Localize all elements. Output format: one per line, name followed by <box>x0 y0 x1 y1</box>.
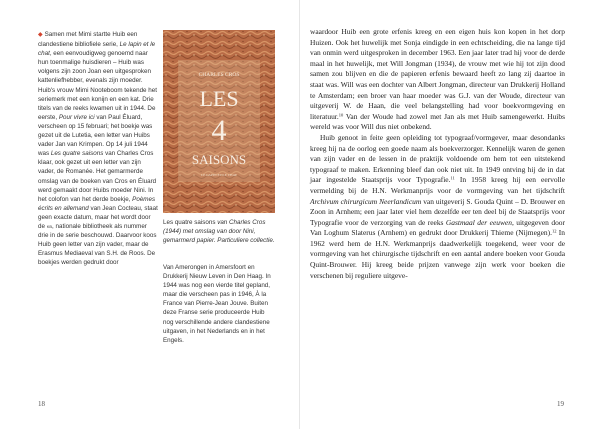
footnote-ref: 12 <box>551 228 557 234</box>
left-page <box>0 0 299 429</box>
text-run: In 1958 kreeg hij een eervolle vermelding bij de H.N. Werkmanprijs voor de vormgeving van het tijdschrift <box>310 175 565 195</box>
text-run: van uitgeverij S. Gouda Quint – D. Brouwer en Zoon in Arnhem; een jaar later viel hem dezelfde eer ten deel bij de Staatsprijs voor Typografie voor de verzorging van de reeks <box>310 196 565 227</box>
page-number-left: 18 <box>38 400 45 408</box>
text-run: In 1962 werd hem de H.N. Werkmanprijs daadwerkelijk toegekend, weer voor de vormgeving van het chirurgische tijdschrift en een aantal andere boeken voor Gouda Quint-Brouwer. Hij kreeg beide prijzen vanwege zijn werk voor boeken die verschenen bij reguliere uitgeve- <box>310 228 565 280</box>
cover-author: CHARLES CROS <box>198 72 240 78</box>
sidebar-text <box>38 31 158 266</box>
sidebar-note <box>38 30 158 267</box>
main-text-column <box>310 27 565 281</box>
italic-text: Poèmes écrits en allemand <box>38 195 156 212</box>
cover-title-top: LES <box>199 86 239 111</box>
paragraph-1 <box>310 27 565 133</box>
text-run: , nationale bibliotheek als nummer drie in de serie beschouwd. Daarvoor koos Huib geen letter van zijn vader, maar de Erasmus Mediaeval van S.H. de Roos. De boekjes werden gedrukt door <box>38 222 157 267</box>
footnote-ref: 10 <box>338 112 344 118</box>
sidebar-paragraph <box>38 30 158 267</box>
text-run: van Paul Éluard, verscheen op 15 februari; het boekje was gezet uit de Lutetia, een letter van Huibs vader Jan van Krimpen. Op 14 juli 1944 was <box>38 113 153 158</box>
text-run: Huib genoot in feite geen opleiding tot typograaf/vormgever, maar desondanks kreeg hij na de oorlog een goede naam als boekverzorger. Kennelijk waren de genen van zijn vader en de lessen in de praktijk voldoende om hem tot een uitstekend typograaf te maken. Erkenning bleef dan ook niet uit. In 1949 ontving hij de in dat jaar ingestelde Staatsprijs voor Typografie. <box>310 132 565 185</box>
text-run: Les quatre saisons <box>163 219 216 226</box>
small-caps-text: kb <box>46 222 53 230</box>
italic-text: Archivum chirurgicum Neerlandicum <box>310 196 422 206</box>
italic-text: Gastmaal der eeuwen <box>445 217 512 227</box>
sidebar-continuation: Van Amerongen in Amersfoort en Drukkerij Nieuw Leven in Den Haag. In 1944 was nog een vierde titel gepland, maar die verscheen pas in 1946, À la France van Pierre-Jean Jouve. Buiten deze Franse serie produceerde Huib nog verschillende andere clandestiene uitgaven, in het Nederlands en in het Engels. <box>163 264 271 344</box>
italic-text: van Charles Cros (1944) met omslag van door Nini, gemarmerd papier. Particuliere collectie. <box>163 219 275 244</box>
text-run: van Jean Cocteau, staat geen exacte datum, maar het wordt door de <box>38 204 158 230</box>
text-run: van Charles Cros klaar, ook gezet uit een letter van zijn vader, de Romanée. Het gemarmerde omslag van de boeken van Cros en Éluard werd gemaakt door Huibs moeder Nini. In het colofon van het derde boekje, <box>38 150 157 203</box>
cover-series: LE LAPIN ET LE CHAT <box>201 173 237 177</box>
cover-title-bottom: SAISONS <box>191 152 247 167</box>
paragraph-2 <box>310 133 565 281</box>
text-run: waardoor Huib een grote erfenis kreeg en een eigen huis kon kopen in het dorp Huizen. Ook het huwelijk met Sonja eindigde in een echtscheiding, die na lange tijd van onmin werd uitgesproken in december 1963. Een jaar later trad hij voor de derde maal in het huwelijk, met Will Jongman (1934), de vrouw met wie hij tot zijn dood samen zou blijven en die de papieren erfenis bewaard heeft zo lang zij daartoe in staat was. Will was een dochter van Albert Jongman, directeur van Drukkerij Holland te Amsterdam; een broer van haar moeder was G.J. van der Woude, directeur van uitgeverij W. de Haan, die veel belangstelling had voor boekvormgeving en literatuur. <box>310 27 565 121</box>
book-cover-figure <box>163 30 275 213</box>
marbled-cover-image <box>163 30 275 213</box>
italic-text: Pour vivre ici <box>58 113 95 121</box>
text-run: , een eenvoudigweg genoemd naar hun toenmalige huisdieren – Huib was volgens zijn zoon Joan een uitgesproken kattenliefhebber, evenals zijn moeder. Huib's vrouw Mimi Nooteboom tekende het seriemerk met een konijn en een kat. Drie titels van de reeks kwamen uit in 1944. De eerste, <box>38 50 157 121</box>
right-page <box>300 0 600 429</box>
figure-caption <box>163 218 275 245</box>
page-number-right: 19 <box>557 400 564 408</box>
diamond-marker-icon: ◆ <box>38 32 43 38</box>
italic-text: Le lapin et le chat <box>38 41 156 58</box>
italic-text: Les quatre saisons <box>50 150 104 158</box>
text-run: , uitgegeven door Van Loghum Slaterus (Arnhem) en gedrukt door Drukkerij Thieme (Nijmegen). <box>310 217 565 238</box>
text-run: Van der Woude had zowel met Jan als met Huib samengewerkt. Huibs wereld was voor Will dus niet onbekend. <box>310 111 565 132</box>
footnote-ref: 11 <box>450 175 455 181</box>
cover-title-number: 4 <box>211 114 227 147</box>
text-run: Samen met Mimi startte Huib een clandestiene bibliofiele serie, <box>38 31 138 49</box>
